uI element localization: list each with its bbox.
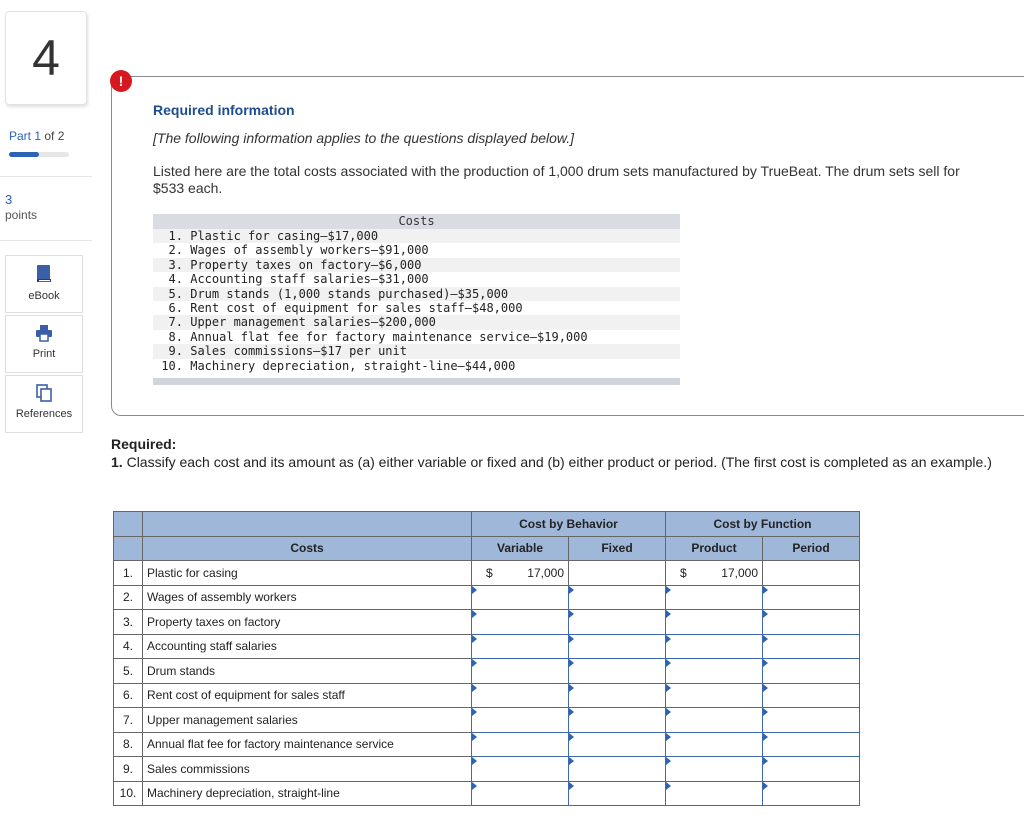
header-blank	[114, 512, 143, 537]
ebook-button[interactable]	[5, 255, 83, 313]
table-row	[114, 732, 860, 757]
cost-line-text: Upper management salaries—$200,000	[190, 315, 436, 330]
fixed-input-cell[interactable]	[569, 610, 666, 635]
table-row	[114, 708, 860, 733]
row-cost-label: Accounting staff salaries	[143, 634, 472, 659]
points-value: 3	[5, 192, 13, 207]
row-number: 6.	[114, 683, 143, 708]
row-cost-label: Machinery depreciation, straight-line	[143, 781, 472, 806]
currency-symbol: $	[486, 565, 493, 580]
ebook-label: eBook	[28, 290, 60, 302]
required-number: 1.	[111, 454, 123, 470]
references-label: References	[15, 408, 73, 420]
row-number: 9.	[114, 757, 143, 782]
header-cost-by-function: Cost by Function	[666, 512, 860, 537]
references-icon	[35, 384, 53, 402]
points-label: points	[5, 208, 38, 222]
variable-input-cell[interactable]	[472, 708, 569, 733]
cost-line	[153, 243, 680, 257]
costs-list-footer	[153, 378, 680, 385]
table-row	[114, 781, 860, 806]
cost-line	[153, 315, 680, 329]
table-row	[114, 757, 860, 782]
book-icon	[35, 264, 53, 284]
period-input-cell[interactable]	[763, 683, 860, 708]
row-cost-label: Wages of assembly workers	[143, 585, 472, 610]
period-input-cell[interactable]	[763, 585, 860, 610]
cost-line	[153, 258, 680, 272]
table-row	[114, 659, 860, 684]
row-number: 10.	[114, 781, 143, 806]
cost-line	[153, 330, 680, 344]
row-number: 5.	[114, 659, 143, 684]
header-blank	[114, 536, 143, 561]
cost-line-text: Rent cost of equipment for sales staff—$48,000	[190, 300, 523, 315]
product-input-cell[interactable]	[666, 732, 763, 757]
row-number: 4.	[114, 634, 143, 659]
row-cost-label: Rent cost of equipment for sales staff	[143, 683, 472, 708]
example-period-cell	[763, 561, 860, 586]
table-row	[114, 585, 860, 610]
variable-input-cell[interactable]	[472, 634, 569, 659]
row-number: 2.	[114, 585, 143, 610]
period-input-cell[interactable]	[763, 610, 860, 635]
cost-line-number: 1.	[168, 229, 183, 243]
cost-line	[153, 359, 680, 373]
info-applies-note: [The following information applies to the questions displayed below.]	[153, 130, 575, 146]
costs-list	[153, 214, 680, 385]
row-cost-label: Property taxes on factory	[143, 610, 472, 635]
cost-line	[153, 344, 680, 358]
variable-input-cell[interactable]	[472, 781, 569, 806]
variable-input-cell[interactable]	[472, 757, 569, 782]
info-heading: Required information	[153, 102, 295, 118]
info-intro: Listed here are the total costs associated with the production of 1,000 drum sets manufactured by TrueBeat. The drum sets sell for $533 each.	[153, 163, 960, 196]
period-input-cell[interactable]	[763, 757, 860, 782]
cost-line-text: Sales commissions—$17 per unit	[190, 344, 407, 359]
header-product: Product	[666, 536, 763, 561]
row-number: 8.	[114, 732, 143, 757]
cost-line	[153, 272, 680, 286]
example-variable-cell	[472, 561, 569, 586]
part-current: Part 1	[9, 129, 42, 143]
table-row	[114, 610, 860, 635]
row-number: 3.	[114, 610, 143, 635]
example-product-value: 17,000	[721, 565, 758, 580]
cost-line-text: Annual flat fee for factory maintenance service—$19,000	[190, 329, 588, 344]
period-input-cell[interactable]	[763, 634, 860, 659]
fixed-input-cell[interactable]	[569, 683, 666, 708]
variable-input-cell[interactable]	[472, 585, 569, 610]
currency-symbol: $	[680, 565, 687, 580]
product-input-cell[interactable]	[666, 781, 763, 806]
cost-line-text: Machinery depreciation, straight-line—$44,000	[190, 358, 516, 373]
cost-line-number: 5.	[168, 286, 183, 301]
cost-line-text: Accounting staff salaries—$31,000	[190, 272, 429, 287]
variable-input-cell[interactable]	[472, 732, 569, 757]
cost-line-text: Drum stands (1,000 stands purchased)—$35,000	[190, 286, 509, 301]
fixed-input-cell[interactable]	[569, 732, 666, 757]
cost-line-number: 7.	[168, 315, 183, 330]
row-number: 1.	[114, 561, 143, 586]
required-heading: Required:	[111, 436, 177, 452]
period-input-cell[interactable]	[763, 732, 860, 757]
example-product-cell	[666, 561, 763, 586]
cost-line-number: 3.	[168, 257, 183, 272]
fixed-input-cell[interactable]	[569, 585, 666, 610]
cost-line-number: 2.	[168, 243, 183, 258]
print-label: Print	[32, 348, 56, 360]
divider	[0, 240, 92, 241]
cost-line-text: Plastic for casing—$17,000	[190, 229, 379, 243]
variable-input-cell[interactable]	[472, 683, 569, 708]
row-cost-label: Upper management salaries	[143, 708, 472, 733]
header-fixed: Fixed	[569, 536, 666, 561]
part-progress-bar	[9, 152, 69, 157]
cost-line-number: 4.	[168, 272, 183, 287]
period-input-cell[interactable]	[763, 659, 860, 684]
alert-icon: !	[110, 70, 132, 92]
cost-line	[153, 301, 680, 315]
product-input-cell[interactable]	[666, 585, 763, 610]
printer-icon	[35, 324, 53, 342]
header-cost-by-behavior: Cost by Behavior	[472, 512, 666, 537]
row-cost-label: Annual flat fee for factory maintenance service	[143, 732, 472, 757]
table-row	[114, 561, 860, 586]
costs-list-header: Costs	[153, 214, 680, 229]
row-number: 7.	[114, 708, 143, 733]
part-progress-fill	[9, 152, 39, 157]
classification-table	[113, 511, 860, 806]
product-input-cell[interactable]	[666, 708, 763, 733]
example-variable-value: 17,000	[527, 565, 564, 580]
cost-line-number: 9.	[168, 344, 183, 359]
fixed-input-cell[interactable]	[569, 659, 666, 684]
product-input-cell[interactable]	[666, 659, 763, 684]
row-cost-label: Drum stands	[143, 659, 472, 684]
period-input-cell[interactable]	[763, 708, 860, 733]
fixed-input-cell[interactable]	[569, 781, 666, 806]
cost-line-number: 8.	[168, 329, 183, 344]
header-blank	[143, 512, 472, 537]
cost-line-text: Property taxes on factory—$6,000	[190, 257, 422, 272]
print-button[interactable]	[5, 315, 83, 373]
cost-line-number: 10.	[161, 358, 183, 373]
product-input-cell[interactable]	[666, 683, 763, 708]
question-number: 4	[5, 11, 87, 105]
example-fixed-cell	[569, 561, 666, 586]
row-cost-label: Sales commissions	[143, 757, 472, 782]
fixed-input-cell[interactable]	[569, 708, 666, 733]
part-indicator	[9, 129, 64, 143]
references-button[interactable]	[5, 375, 83, 433]
required-text: Classify each cost and its amount as (a) either variable or fixed and (b) either product or period. (The first cost is completed as an example.)	[122, 454, 992, 470]
table-row	[114, 683, 860, 708]
row-cost-label: Plastic for casing	[143, 561, 472, 586]
variable-input-cell[interactable]	[472, 610, 569, 635]
fixed-input-cell[interactable]	[569, 757, 666, 782]
cost-line	[153, 287, 680, 301]
header-period: Period	[763, 536, 860, 561]
header-variable: Variable	[472, 536, 569, 561]
header-costs: Costs	[143, 536, 472, 561]
fixed-input-cell[interactable]	[569, 634, 666, 659]
cost-line-number: 6.	[168, 300, 183, 315]
required-instruction	[111, 454, 1011, 471]
part-total: of 2	[41, 129, 65, 143]
table-row	[114, 634, 860, 659]
divider	[0, 176, 92, 177]
variable-input-cell[interactable]	[472, 659, 569, 684]
product-input-cell[interactable]	[666, 757, 763, 782]
product-input-cell[interactable]	[666, 610, 763, 635]
cost-line	[153, 229, 680, 243]
product-input-cell[interactable]	[666, 634, 763, 659]
period-input-cell[interactable]	[763, 781, 860, 806]
cost-line-text: Wages of assembly workers—$91,000	[190, 243, 429, 258]
